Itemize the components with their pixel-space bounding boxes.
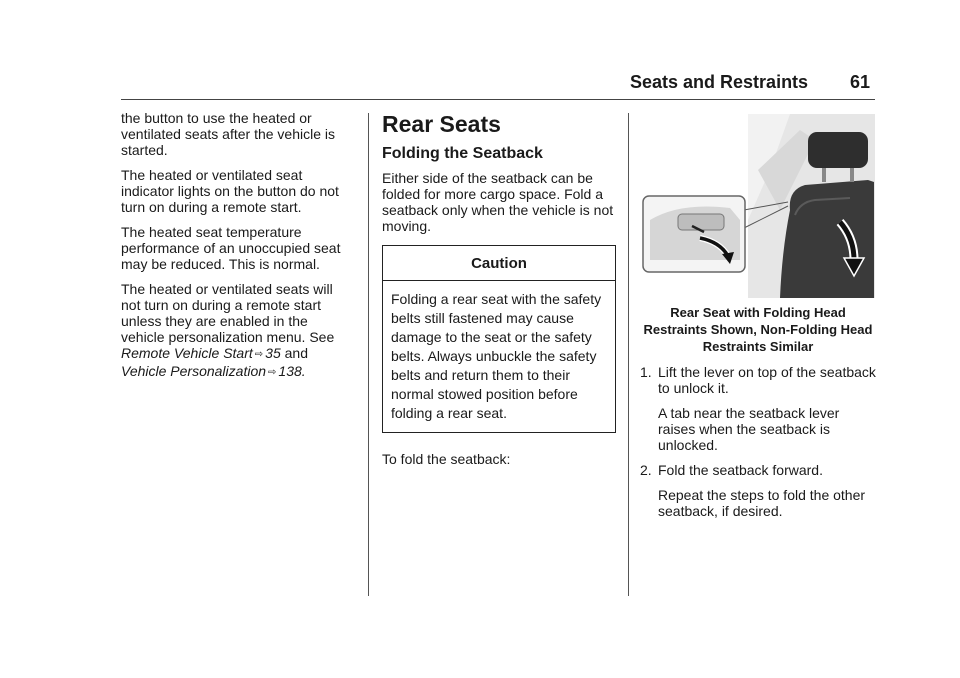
paragraph-temperature: The heated seat temperature performance of an unoccupied seat may be reduced. This is normal. [121,224,341,272]
step-number: 2. [640,462,652,478]
step-text: Fold the seatback forward. [658,462,823,478]
paragraph-personalization [121,281,353,381]
rear-seat-drawing [640,110,876,298]
paragraph-personalization-text: The heated or ventilated seats will not turn on during a remote start unless they are enabled in the vehicle personalization menu. See [121,281,335,345]
rear-seat-illustration [640,110,876,298]
seatback [780,180,874,298]
step-note: A tab near the seatback lever raises when the seatback is unlocked. [658,405,840,453]
column-left [121,110,353,390]
paragraph-to-fold: To fold the seatback: [382,451,511,467]
link-remote-vehicle-start[interactable]: Remote Vehicle Start [121,345,253,361]
paragraph-intro: Either side of the seatback can be folded for more cargo space. Fold a seatback only when the vehicle is not moving. [382,170,614,234]
step-number: 1. [640,364,652,380]
page-ref-arrow-icon: ⇨ [254,349,264,360]
caution-text: Folding a rear seat with the safety belts still fastened may cause damage to the seat or the safety belts. Always unbuckle the safety belts and return them to their normal stowed position before folding a rear seat. [391,291,602,421]
step-item [640,462,876,478]
column-divider-2 [628,113,629,596]
step-item [640,364,876,396]
headrest-post [850,168,854,182]
step-note: Repeat the steps to fold the other seatback, if desired. [658,487,866,519]
section-heading: Rear Seats [382,111,501,137]
caution-title: Caution [383,246,615,281]
paragraph-remote-start-use: the button to use the heated or ventilated seats after the vehicle is started. [121,110,336,158]
column-divider-1 [368,113,369,596]
header-divider [121,99,875,100]
running-header-title: Seats and Restraints [630,72,809,92]
conjunction-and: and [284,345,308,361]
subsection-heading: Folding the Seatback [382,145,543,162]
page-ref-35[interactable]: 35 [265,345,281,361]
step-text: Lift the lever on top of the seatback to unlock it. [658,364,876,396]
seatback-lever [678,214,724,230]
headrest-post [822,168,826,182]
column-middle [382,110,617,467]
column-right [640,110,876,519]
head-restraint [808,132,868,168]
paragraph-indicator-lights: The heated or ventilated seat indicator lights on the button do not turn on during a remote start. [121,167,339,215]
page-ref-arrow-icon: ⇨ [268,367,277,378]
sentence-period: . [301,363,306,379]
page-number: 61 [850,72,871,92]
page-ref-138[interactable]: 138 [278,363,302,379]
figure-caption: Rear Seat with Folding Head Restraints Shown, Non-Folding Head Restraints Similar [643,305,873,354]
caution-box [382,245,616,433]
link-vehicle-personalization[interactable]: Vehicle Personalization [121,363,267,379]
